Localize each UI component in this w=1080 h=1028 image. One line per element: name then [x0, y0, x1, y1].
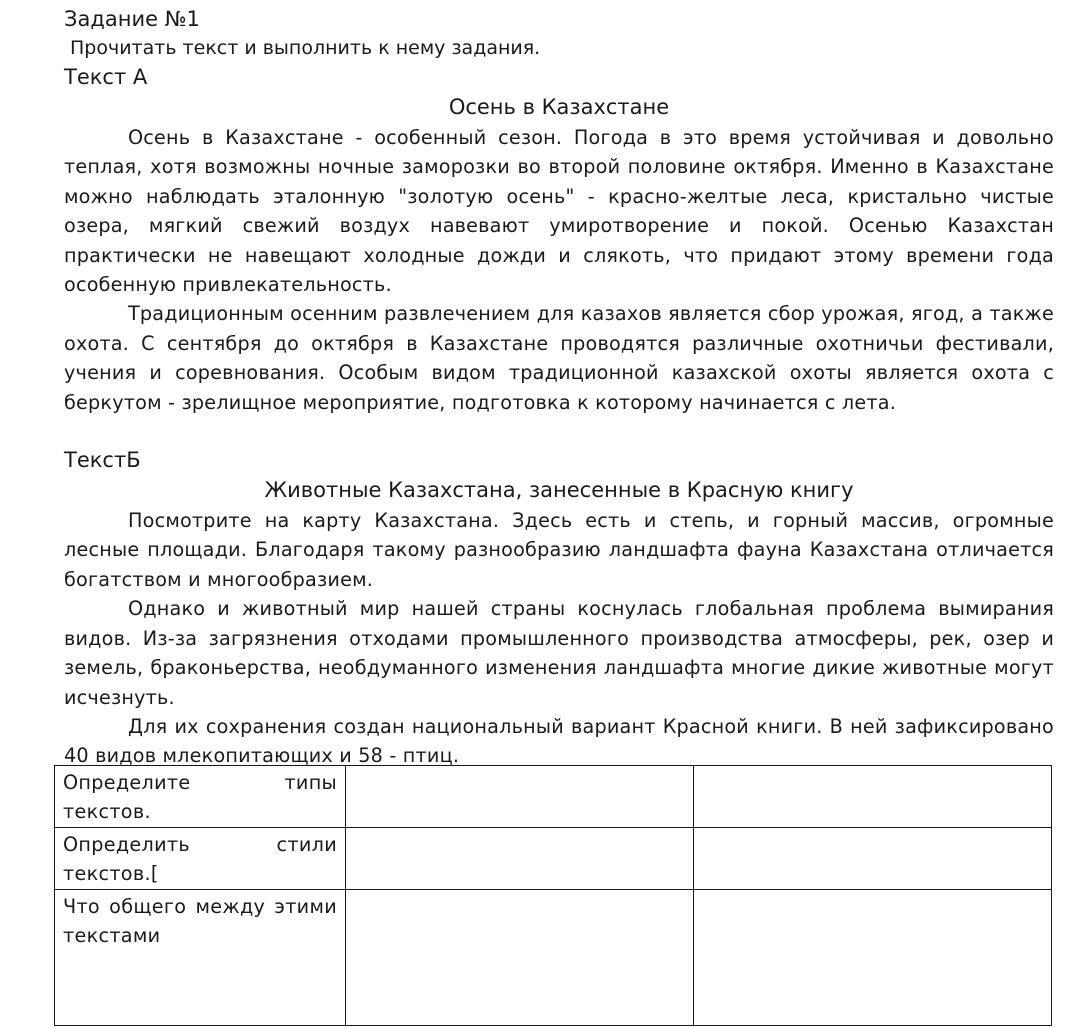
text-b-label: ТекстБ — [64, 448, 141, 473]
text-a-heading: Осень в Казахстане — [448, 95, 670, 119]
question-cell: Определить стили текстов.[ — [55, 827, 346, 889]
text-b-paragraph: Однако и животный мир нашей страны коснулась глобальная проблема вымирания видов. Из-за загрязнения отходами промышленного производства атмосферы, рек, озер и земель, браконьерства, необдуманного изменения ландшафта многие дикие животные могут исчезнуть. — [64, 597, 1054, 709]
answer-cell-text-a[interactable] — [346, 827, 694, 889]
section-gap — [64, 417, 1054, 445]
answer-cell-text-b[interactable] — [694, 766, 1052, 828]
task-instruction: Прочитать текст и выполнить к нему задания. — [70, 37, 541, 59]
table-row — [55, 827, 1052, 889]
text-a-paragraph: Осень в Казахстане - особенный сезон. Погода в это время устойчивая и довольно теплая, хотя возможны ночные заморозки во второй половине октября. Именно в Казахстане можно наблюдать эталонную "золотую осень" - красно-желтые леса, кристально чистые озера, мягкий свежий воздух навевают умиротворение и покой. Осенью Казахстан практически не навещают холодные дожди и слякоть, что придают этому времени года особенную привлекательность. — [64, 126, 1054, 297]
answer-cell-text-b[interactable] — [694, 827, 1052, 889]
worksheet — [64, 4, 1054, 771]
answer-cell-text-b[interactable] — [694, 889, 1052, 1025]
table-row — [55, 766, 1052, 828]
question-cell: Что общего между этими текстами — [55, 889, 346, 1025]
answer-cell-text-a[interactable] — [346, 766, 694, 828]
answer-cell-text-a[interactable] — [346, 889, 694, 1025]
text-b-paragraph: Для их сохранения создан национальный вариант Красной книги. В ней зафиксировано 40 видов млекопитающих и 58 - птиц. — [64, 714, 1054, 768]
answer-table — [54, 765, 1052, 1026]
text-b-heading: Животные Казахстана, занесенные в Красную книгу — [264, 478, 854, 503]
question-cell: Определите типы текстов. — [55, 766, 346, 828]
text-b-paragraph: Посмотрите на карту Казахстана. Здесь есть и степь, и горный массив, огромные лесные площади. Благодаря такому разнообразию ландшафта фауна Казахстана отличается богатством и многообразием. — [64, 509, 1054, 591]
task-title: Задание №1 — [64, 7, 200, 31]
text-a-paragraph: Традиционным осенним развлечением для казахов является сбор урожая, ягод, а также охота. С сентября до октября в Казахстане проводятся различные охотничьи фестивали, учения и соревнования. Особым видом традиционной казахской охоты является охота с беркутом - зрелищное мероприятие, подготовка к которому начинается с лета. — [64, 302, 1054, 414]
table-row — [55, 889, 1052, 1025]
text-a-label: Текст А — [64, 65, 148, 89]
